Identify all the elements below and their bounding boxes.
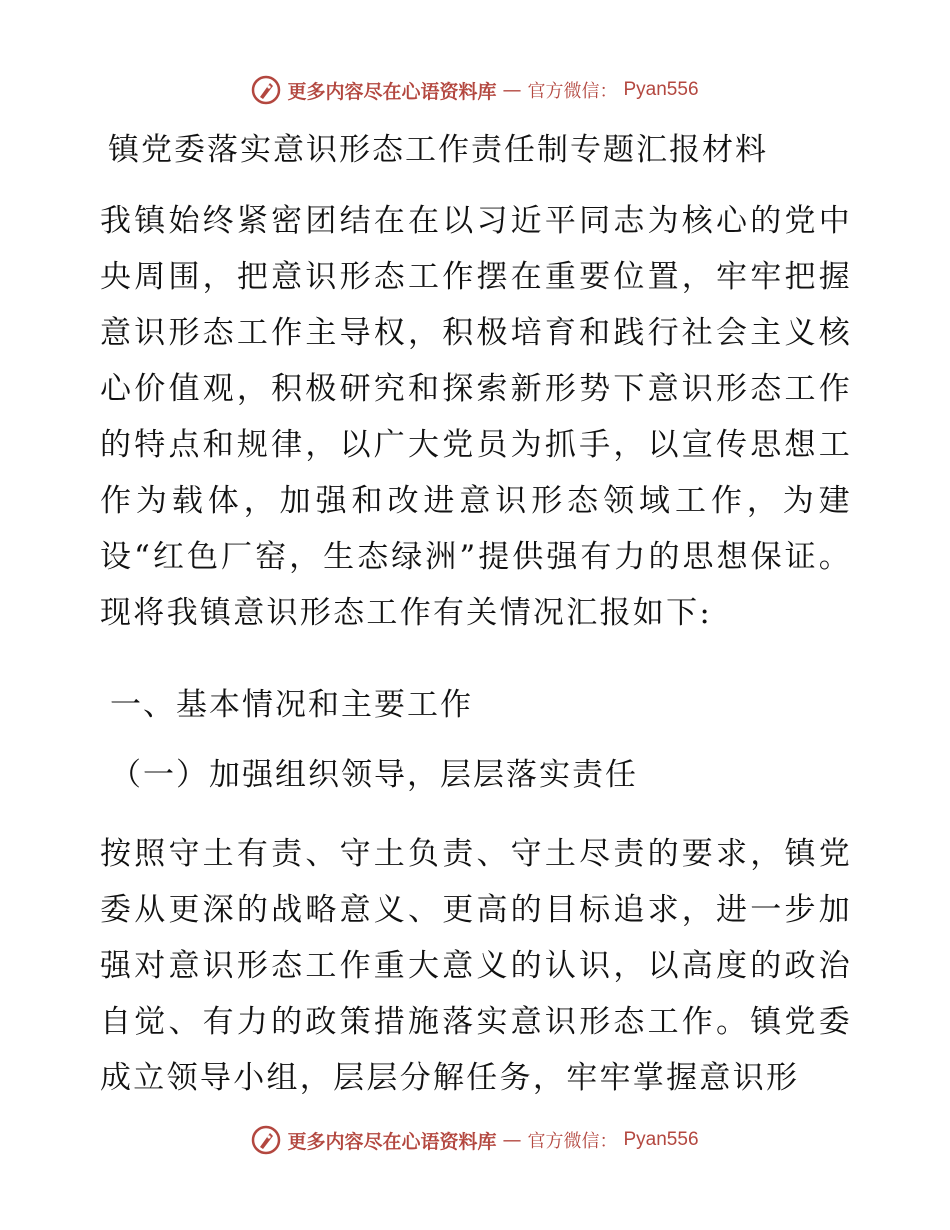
subsection-paragraph: 按照守土有责、守土负责、守土尽责的要求，镇党委从更深的战略意义、更高的目标追求，进一步加强对意识形态工作重大意义的认识，以高度的政治自觉、有力的政策措施落实意识形态工作。镇党委成立领导小组，层层分解任务，牢牢掌握意识形 (100, 836, 852, 1096)
watermark-label: 官方微信： (527, 81, 618, 102)
watermark-wechat-id: Pyan556 (623, 79, 699, 100)
pen-nib-logo-icon (251, 75, 281, 105)
header-watermark (0, 70, 950, 110)
watermark-label: 官方微信： (527, 1131, 618, 1152)
watermark-separator: — (502, 1129, 522, 1151)
footer-watermark (0, 1120, 950, 1160)
watermark-wechat-id: Pyan556 (623, 1129, 699, 1150)
watermark-site-text: 更多内容尽在心语资料库 (287, 1130, 497, 1153)
intro-paragraph: 我镇始终紧密团结在在以习近平同志为核心的党中央周围，把意识形态工作摆在重要位置，牢牢把握意识形态工作主导权，积极培育和践行社会主义核心价值观，积极研究和探索新形势下意识形态工作的特点和规律，以广大党员为抓手，以宣传思想工作为载体，加强和改进意识形态领域工作，为建设“红色厂窑，生态绿洲”提供强有力的思想保证。现将我镇意识形态工作有关情况汇报如下: (100, 203, 852, 631)
pen-nib-logo-icon (251, 1125, 281, 1155)
watermark-separator: — (502, 79, 522, 101)
watermark-site-text: 更多内容尽在心语资料库 (287, 80, 497, 103)
section-heading: 一、基本情况和主要工作 (110, 687, 473, 723)
document-title: 镇党委落实意识形态工作责任制专题汇报材料 (108, 132, 768, 168)
subsection-heading: （一）加强组织领导，层层落实责任 (110, 757, 638, 793)
